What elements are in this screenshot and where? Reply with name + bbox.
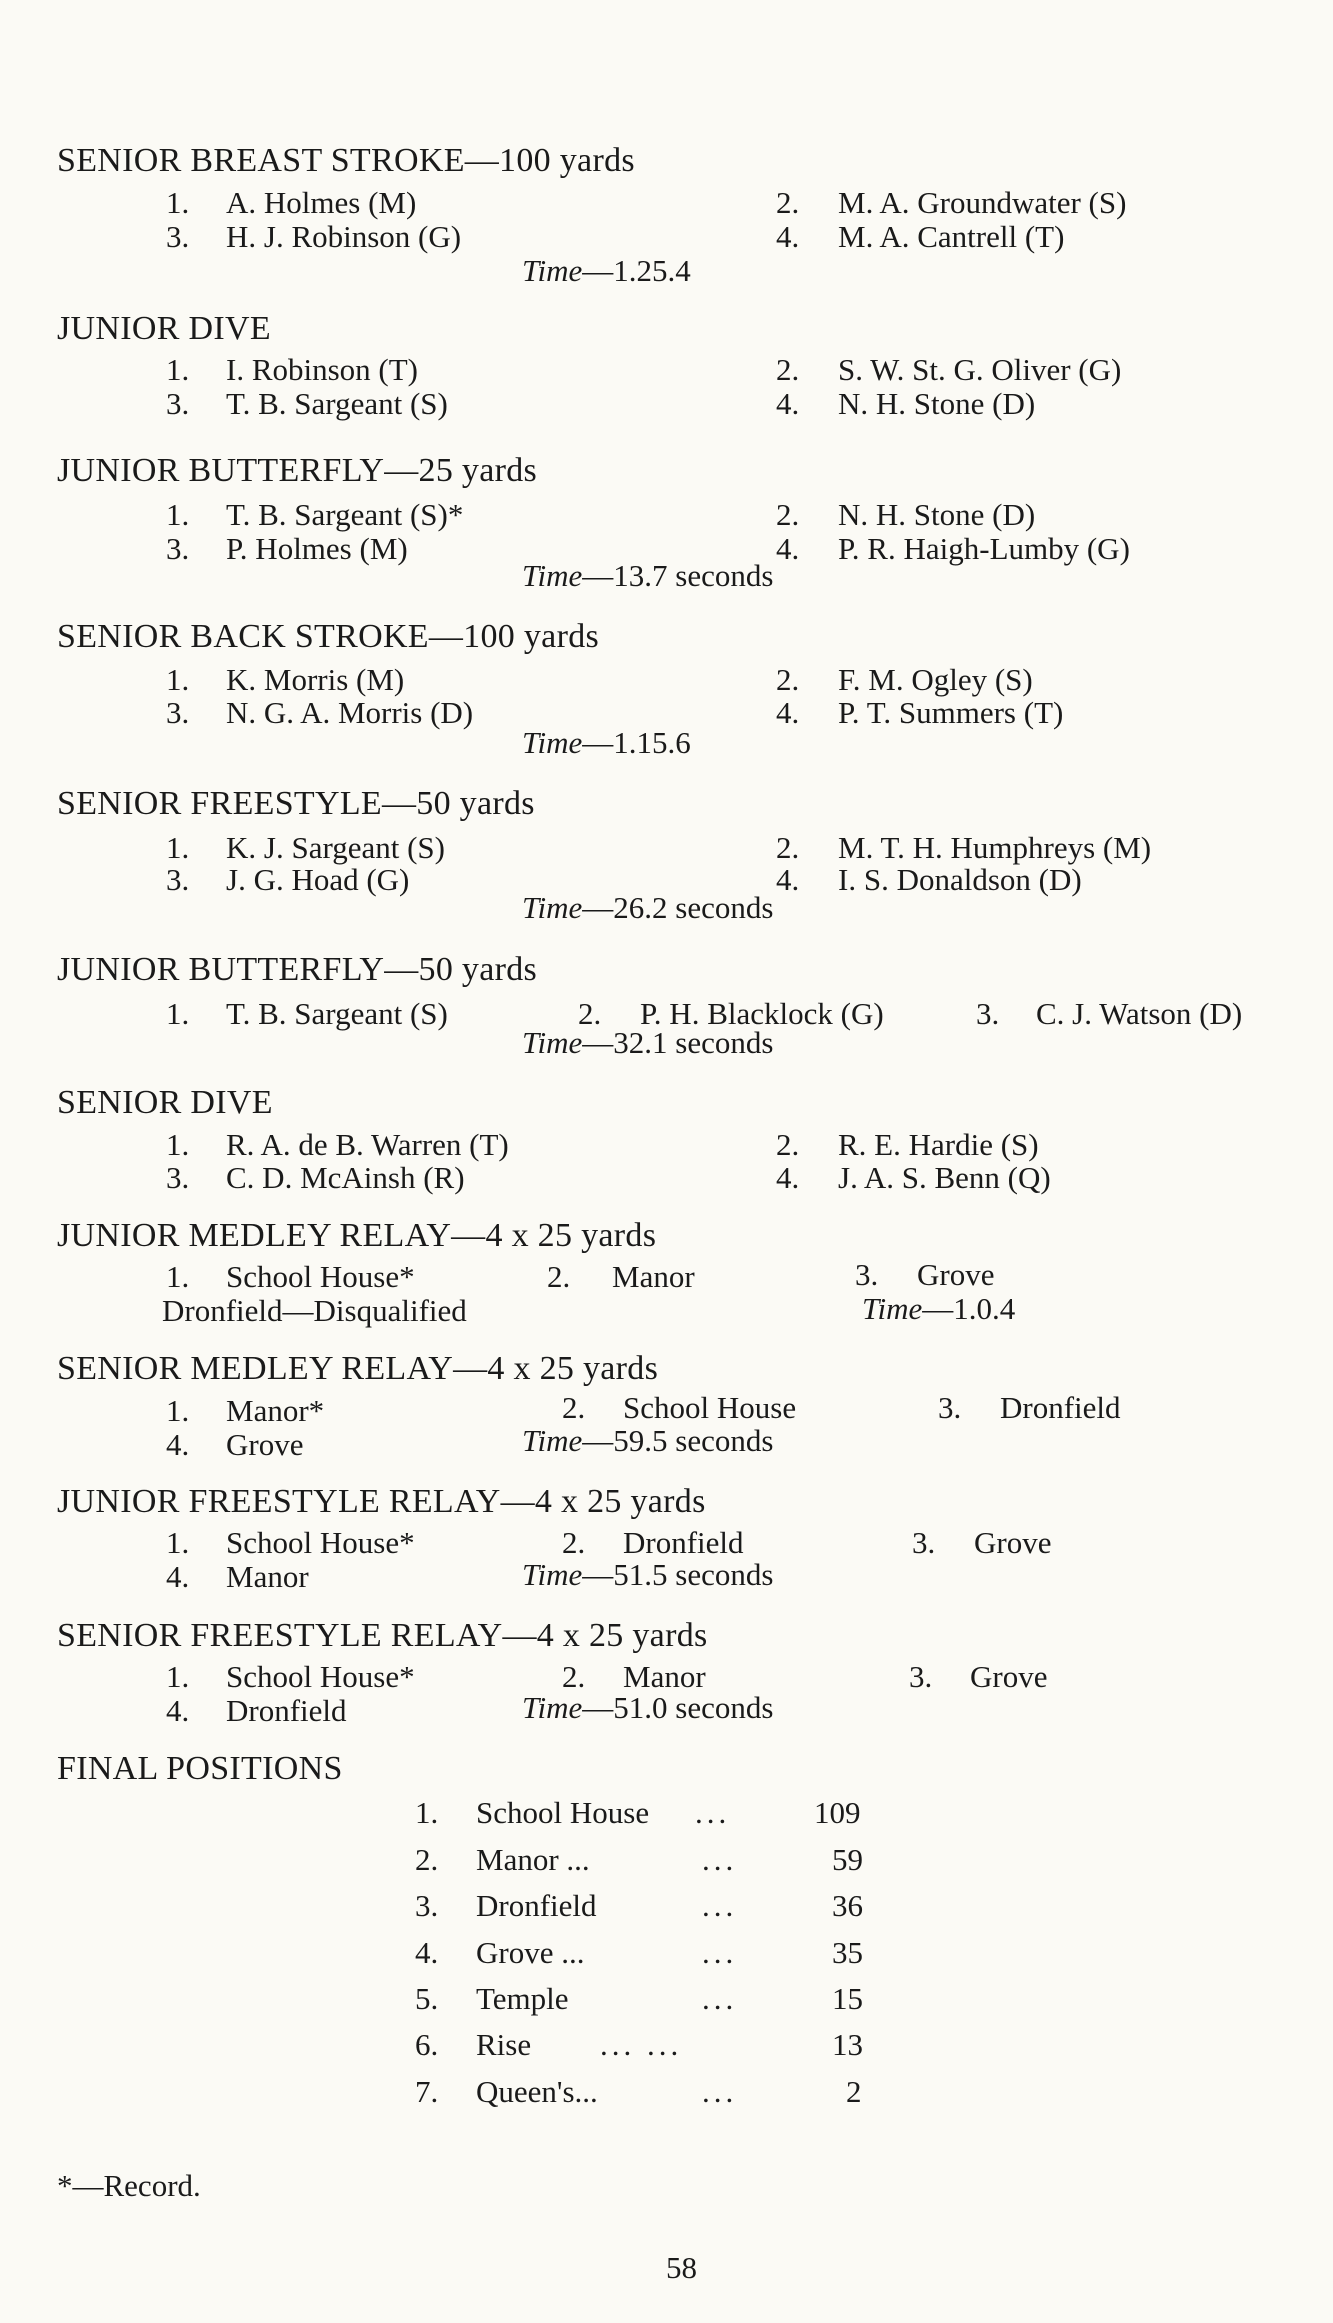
result-name: T. B. Sargeant (S) [226,386,448,421]
event-title: JUNIOR MEDLEY RELAY—4 x 25 yards [57,1217,657,1254]
result-position: 4. [776,531,800,566]
result-name: Manor* [226,1393,325,1428]
standing-house: Rise [476,2027,532,2062]
result-position: 2. [776,662,800,697]
standing-leader: ... [702,1981,738,2016]
time-label: Time [522,1690,583,1725]
time-label: Time [522,253,583,288]
result-position: 2. [547,1259,571,1294]
event-time [522,1690,773,1726]
standing-points: 109 [814,1795,861,1830]
result-name: School House [623,1390,797,1425]
time-value: —51.0 seconds [582,1690,774,1725]
standing-leader: ... [702,1935,738,1970]
result-name: J. G. Hoad (G) [226,862,410,897]
time-value: —1.25.4 [582,253,691,288]
event-time [522,1025,773,1061]
result-name: Grove [226,1427,304,1462]
result-name: School House* [226,1259,415,1294]
standing-house: School House [476,1795,650,1830]
result-name: P. T. Summers (T) [838,695,1064,730]
standing-leader: ... [702,1842,738,1877]
result-name: C. D. McAinsh (R) [226,1160,465,1195]
result-name: T. B. Sargeant (S) [226,996,448,1031]
standing-leader: ... ... [600,2027,683,2062]
result-position: 2. [562,1659,586,1694]
standing-house: Temple [476,1981,569,2016]
result-name: P. R. Haigh-Lumby (G) [838,531,1130,566]
standing-house: Manor ... [476,1842,590,1877]
result-position: 3. [855,1257,879,1292]
result-name: M. A. Cantrell (T) [838,219,1065,254]
event-time [522,725,691,761]
standing-position: 2. [415,1842,439,1877]
standing-leader: ... [702,2074,738,2109]
standing-position: 1. [415,1795,439,1830]
time-label: Time [522,1423,583,1458]
result-position: 2. [776,1127,800,1162]
result-position: 4. [776,695,800,730]
result-name: N. H. Stone (D) [838,497,1036,532]
result-position: 3. [166,531,190,566]
result-name: I. S. Donaldson (D) [838,862,1082,897]
result-name: N. H. Stone (D) [838,386,1036,421]
result-name: K. J. Sargeant (S) [226,830,445,865]
result-position: 4. [166,1427,190,1462]
result-name: Manor [612,1259,695,1294]
event-time [522,558,773,594]
footnote: *—Record. [57,2168,201,2203]
result-name: R. E. Hardie (S) [838,1127,1039,1162]
result-position: 1. [166,1393,190,1428]
result-name: Grove [917,1257,995,1292]
event-time [522,890,773,926]
event-time [522,253,691,289]
result-position: 2. [776,352,800,387]
result-name: School House* [226,1525,415,1560]
result-position: 3. [166,862,190,897]
result-position: 2. [776,185,800,220]
event-time [522,1423,773,1459]
result-position: 3. [976,996,1000,1031]
standing-position: 6. [415,2027,439,2062]
time-label: Time [862,1291,923,1326]
standing-points: 15 [832,1981,863,2016]
result-name: Manor [623,1659,706,1694]
standing-points: 13 [832,2027,863,2062]
result-position: 2. [578,996,602,1031]
result-name: M. T. H. Humphreys (M) [838,830,1152,865]
result-name: S. W. St. G. Oliver (G) [838,352,1122,387]
standing-points: 2 [846,2074,862,2109]
time-label: Time [522,1557,583,1592]
time-value: —32.1 seconds [582,1025,774,1060]
result-name: H. J. Robinson (G) [226,219,462,254]
final-positions-title: FINAL POSITIONS [57,1750,343,1787]
result-position: 2. [562,1390,586,1425]
result-position: 4. [776,862,800,897]
event-title: SENIOR BREAST STROKE—100 yards [57,142,635,179]
event-title: JUNIOR BUTTERFLY—50 yards [57,951,538,988]
standing-house: Queen's... [476,2074,598,2109]
result-position: 4. [776,219,800,254]
standing-points: 35 [832,1935,863,1970]
result-position: 1. [166,1127,190,1162]
result-position: 1. [166,662,190,697]
result-position: 3. [166,386,190,421]
result-name: C. J. Watson (D) [1036,996,1243,1031]
standing-position: 5. [415,1981,439,2016]
event-title: SENIOR BACK STROKE—100 yards [57,618,600,655]
time-value: —1.15.6 [582,725,691,760]
result-name: P. Holmes (M) [226,531,408,566]
standing-points: 36 [832,1888,863,1923]
result-name: F. M. Ogley (S) [838,662,1033,697]
result-position: 3. [938,1390,962,1425]
event-title: SENIOR FREESTYLE—50 yards [57,785,535,822]
time-label: Time [522,1025,583,1060]
result-position: 1. [166,185,190,220]
result-position: 3. [912,1525,936,1560]
standing-points: 59 [832,1842,863,1877]
result-position: 1. [166,996,190,1031]
event-title: SENIOR MEDLEY RELAY—4 x 25 yards [57,1350,659,1387]
result-position: 2. [562,1525,586,1560]
standing-position: 7. [415,2074,439,2109]
standing-house: Grove ... [476,1935,585,1970]
result-position: 1. [166,352,190,387]
result-name: P. H. Blacklock (G) [640,996,884,1031]
result-position: 4. [776,1160,800,1195]
time-value: —1.0.4 [922,1291,1016,1326]
time-value: —13.7 seconds [582,558,774,593]
result-name: Dronfield [623,1525,744,1560]
result-name: Grove [974,1525,1052,1560]
result-position: 4. [166,1693,190,1728]
result-position: 3. [166,1160,190,1195]
event-title: JUNIOR BUTTERFLY—25 yards [57,452,538,489]
result-name: M. A. Groundwater (S) [838,185,1127,220]
event-title: SENIOR FREESTYLE RELAY—4 x 25 yards [57,1617,708,1654]
result-name: I. Robinson (T) [226,352,419,387]
result-position: 3. [909,1659,933,1694]
result-name: Grove [970,1659,1048,1694]
result-name: Manor [226,1559,309,1594]
result-name: N. G. A. Morris (D) [226,695,474,730]
result-position: 4. [166,1559,190,1594]
result-position: 4. [776,386,800,421]
standing-house: Dronfield [476,1888,597,1923]
event-time [522,1557,773,1593]
time-label: Time [522,558,583,593]
standing-leader: ... [695,1795,731,1830]
result-position: 1. [166,1259,190,1294]
event-title: JUNIOR FREESTYLE RELAY—4 x 25 yards [57,1483,706,1520]
time-value: —51.5 seconds [582,1557,774,1592]
result-name: Dronfield [226,1693,347,1728]
result-name: J. A. S. Benn (Q) [838,1160,1051,1195]
result-position: 3. [166,695,190,730]
result-name: A. Holmes (M) [226,185,417,220]
standing-position: 3. [415,1888,439,1923]
result-name: T. B. Sargeant (S)* [226,497,464,532]
result-position: 2. [776,497,800,532]
page-number: 58 [666,2250,697,2285]
result-name: Dronfield [1000,1390,1121,1425]
result-position: 1. [166,1525,190,1560]
result-name: School House* [226,1659,415,1694]
time-value: —59.5 seconds [582,1423,774,1458]
standing-leader: ... [702,1888,738,1923]
result-position: 1. [166,1659,190,1694]
time-label: Time [522,725,583,760]
result-position: 2. [776,830,800,865]
event-time [862,1291,1015,1327]
time-label: Time [522,890,583,925]
result-position: 1. [166,497,190,532]
standing-position: 4. [415,1935,439,1970]
event-title: JUNIOR DIVE [57,310,271,347]
result-name: K. Morris (M) [226,662,405,697]
event-title: SENIOR DIVE [57,1084,273,1121]
result-position: 1. [166,830,190,865]
time-value: —26.2 seconds [582,890,774,925]
result-name: R. A. de B. Warren (T) [226,1127,509,1162]
disqualification-note: Dronfield—Disqualified [162,1293,467,1328]
result-position: 3. [166,219,190,254]
